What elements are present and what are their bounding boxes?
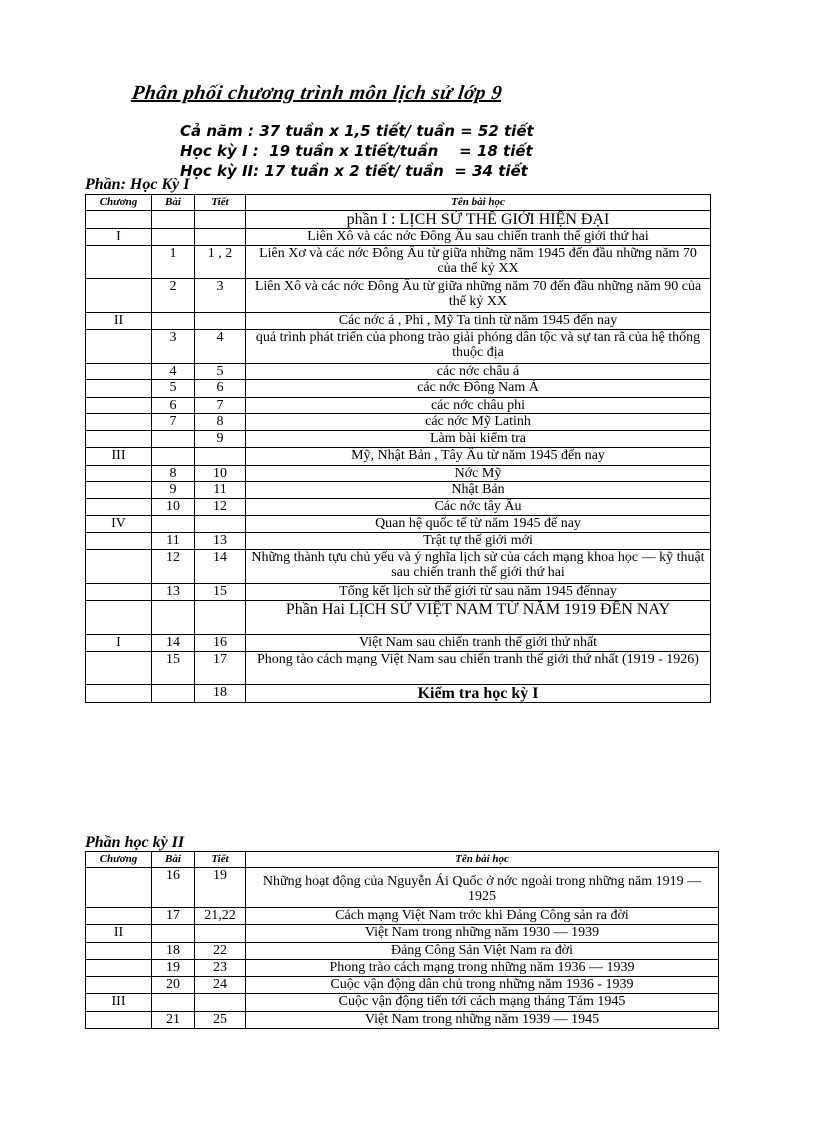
ten-bai-hoc-cell: Làm bài kiểm tra: [246, 431, 711, 448]
bai-cell: [152, 994, 195, 1012]
ten-bai-hoc-cell: các nớc Mỹ Latinh: [246, 414, 711, 431]
ten-bai-hoc-cell: Cuộc vận động tiến tới cách mạng tháng Tám 1945: [246, 994, 719, 1012]
header-ten-bai-hoc: Tên bài học: [246, 852, 719, 868]
table-row: [86, 499, 711, 516]
table-row: [86, 448, 711, 466]
tiet-cell: [195, 516, 246, 533]
chuong-cell: [86, 584, 152, 601]
tiet-cell: 23: [195, 960, 246, 977]
ten-bai-hoc-cell: Liên Xô và các nớc Đông Âu từ giữa những năm 70 đến đầu những năm 90 của thế kỷ XX: [246, 279, 711, 313]
tiet-cell: 12: [195, 499, 246, 516]
tiet-cell: 22: [195, 943, 246, 960]
bai-cell: [152, 601, 195, 635]
tiet-cell: 18: [195, 685, 246, 703]
tiet-cell: [195, 211, 246, 229]
tiet-cell: 17: [195, 652, 246, 685]
ten-bai-hoc-cell: Những hoạt động của Nguyễn Ái Quốc ở nớc ngoài trong những năm 1919 — 1925: [246, 868, 719, 908]
chuong-cell: [86, 868, 152, 908]
tiet-cell: 16: [195, 635, 246, 652]
chuong-cell: [86, 685, 152, 703]
chuong-cell: [86, 550, 152, 584]
tiet-cell: 10: [195, 466, 246, 482]
chuong-cell: [86, 330, 152, 364]
chuong-cell: [86, 601, 152, 635]
table-row: [86, 482, 711, 499]
chuong-cell: II: [86, 313, 152, 330]
bai-cell: 17: [152, 908, 195, 925]
table-row: [86, 994, 719, 1012]
summary-line-hk1: Học kỳ I : 19 tuần x 1tiết/tuần = 18 tiết: [180, 142, 533, 160]
ten-bai-hoc-cell: Trật tự thế giới mới: [246, 533, 711, 550]
bai-cell: 5: [152, 380, 195, 398]
semester-1-table: [85, 194, 711, 703]
table-row: [86, 868, 719, 908]
table-row: [86, 330, 711, 364]
bai-cell: 20: [152, 977, 195, 994]
table-row: [86, 960, 719, 977]
ten-bai-hoc-cell: các nớc châu phi: [246, 398, 711, 414]
tiet-cell: 11: [195, 482, 246, 499]
chuong-cell: [86, 943, 152, 960]
tiet-cell: [195, 601, 246, 635]
bai-cell: [152, 685, 195, 703]
bai-cell: 18: [152, 943, 195, 960]
bai-cell: 12: [152, 550, 195, 584]
table-row: [86, 246, 711, 279]
tiet-cell: 21,22: [195, 908, 246, 925]
table-row: [86, 364, 711, 380]
summary-line-year: Cả năm : 37 tuần x 1,5 tiết/ tuần = 52 tiết: [180, 122, 534, 140]
bai-cell: 2: [152, 279, 195, 313]
tiet-cell: 1 , 2: [195, 246, 246, 279]
ten-bai-hoc-cell: Cách mạng Việt Nam trớc khi Đảng Công sản ra đời: [246, 908, 719, 925]
bai-cell: 9: [152, 482, 195, 499]
chuong-cell: III: [86, 994, 152, 1012]
chuong-cell: [86, 652, 152, 685]
ten-bai-hoc-cell: Phần Hai LỊCH SỬ VIỆT NAM TỪ NĂM 1919 ĐẾN NAY: [246, 601, 711, 635]
ten-bai-hoc-cell: Việt Nam trong những năm 1939 — 1945: [246, 1012, 719, 1029]
tiet-cell: 5: [195, 364, 246, 380]
bai-cell: [152, 448, 195, 466]
table-row: [86, 466, 711, 482]
table-row: [86, 943, 719, 960]
tiet-cell: [195, 994, 246, 1012]
table-row: [86, 977, 719, 994]
bai-cell: [152, 516, 195, 533]
table-row: [86, 533, 711, 550]
semester-2-table: [85, 851, 719, 1029]
bai-cell: 7: [152, 414, 195, 431]
summary-line-hk2: Học kỳ II: 17 tuần x 2 tiết/ tuần = 34 tiết: [180, 162, 528, 180]
ten-bai-hoc-cell: Mỹ, Nhật Bản , Tây Âu từ năm 1945 đến nay: [246, 448, 711, 466]
tiet-cell: 15: [195, 584, 246, 601]
chuong-cell: [86, 364, 152, 380]
chuong-cell: [86, 398, 152, 414]
ten-bai-hoc-cell: Đảng Công Sản Việt Nam ra đời: [246, 943, 719, 960]
tiet-cell: 25: [195, 1012, 246, 1029]
table-row: [86, 516, 711, 533]
page-title: Phân phối chương trình môn lịch sử lớp 9: [130, 82, 504, 104]
bai-cell: 6: [152, 398, 195, 414]
tiet-cell: 13: [195, 533, 246, 550]
tiet-cell: [195, 925, 246, 943]
chuong-cell: [86, 482, 152, 499]
chuong-cell: [86, 211, 152, 229]
ten-bai-hoc-cell: các nớc Đông Nam Á: [246, 380, 711, 398]
ten-bai-hoc-cell: Các nớc tây Âu: [246, 499, 711, 516]
table-row: [86, 229, 711, 246]
table-row: [86, 431, 711, 448]
chuong-cell: [86, 977, 152, 994]
chuong-cell: [86, 960, 152, 977]
tiet-cell: 14: [195, 550, 246, 584]
ten-bai-hoc-cell: các nớc châu á: [246, 364, 711, 380]
bai-cell: 13: [152, 584, 195, 601]
bai-cell: [152, 313, 195, 330]
bai-cell: 8: [152, 466, 195, 482]
chuong-cell: [86, 380, 152, 398]
chuong-cell: [86, 431, 152, 448]
header-chuong: Chương: [86, 852, 152, 868]
table-row: [86, 313, 711, 330]
header-bai: Bài: [152, 195, 195, 211]
chuong-cell: [86, 414, 152, 431]
ten-bai-hoc-cell: Phong tào cách mạng Việt Nam sau chiến tranh thế giới thứ nhất (1919 - 1926): [246, 652, 711, 685]
table-row: [86, 414, 711, 431]
table-row: [86, 211, 711, 229]
chuong-cell: [86, 246, 152, 279]
ten-bai-hoc-cell: Kiểm tra học kỳ I: [246, 685, 711, 703]
bai-cell: 3: [152, 330, 195, 364]
table-row: [86, 685, 711, 703]
ten-bai-hoc-cell: Việt Nam sau chiến tranh thế giới thứ nhất: [246, 635, 711, 652]
tiet-cell: 4: [195, 330, 246, 364]
tiet-cell: 19: [195, 868, 246, 908]
ten-bai-hoc-cell: Tổng kết lịch sử thế giới từ sau năm 1945 đếnnay: [246, 584, 711, 601]
table-row: [86, 584, 711, 601]
bai-cell: 21: [152, 1012, 195, 1029]
bai-cell: [152, 431, 195, 448]
tiet-cell: 9: [195, 431, 246, 448]
chuong-cell: [86, 499, 152, 516]
semester-1-heading: Phần: Học Kỳ I: [85, 176, 190, 193]
ten-bai-hoc-cell: Quan hệ quốc tế từ năm 1945 đế nay: [246, 516, 711, 533]
bai-cell: 4: [152, 364, 195, 380]
header-bai: Bài: [152, 852, 195, 868]
chuong-cell: III: [86, 448, 152, 466]
header-tiet: Tiết: [195, 195, 246, 211]
ten-bai-hoc-cell: phần I : LỊCH SỬ THẾ GIỚI HIỆN ĐẠI: [246, 211, 711, 229]
table-row: [86, 1012, 719, 1029]
ten-bai-hoc-cell: Phong trào cách mạng trong những năm 1936 — 1939: [246, 960, 719, 977]
table-row: [86, 380, 711, 398]
chuong-cell: [86, 533, 152, 550]
table-row: [86, 635, 711, 652]
ten-bai-hoc-cell: Liên Xơ và các nớc Đông Âu từ giữa những năm 1945 đến đầu những năm 70 của thế kỷ XX: [246, 246, 711, 279]
table-row: [86, 398, 711, 414]
chuong-cell: [86, 466, 152, 482]
table-row: [86, 925, 719, 943]
tiet-cell: 8: [195, 414, 246, 431]
tiet-cell: 3: [195, 279, 246, 313]
chuong-cell: [86, 279, 152, 313]
bai-cell: 14: [152, 635, 195, 652]
table-row: [86, 550, 711, 584]
bai-cell: 11: [152, 533, 195, 550]
tiet-cell: 24: [195, 977, 246, 994]
tiet-cell: 6: [195, 380, 246, 398]
table-header-row: [86, 852, 719, 868]
chuong-cell: [86, 908, 152, 925]
bai-cell: [152, 925, 195, 943]
table-row: [86, 279, 711, 313]
header-chuong: Chương: [86, 195, 152, 211]
chuong-cell: IV: [86, 516, 152, 533]
tiet-cell: [195, 229, 246, 246]
ten-bai-hoc-cell: Nớc Mỹ: [246, 466, 711, 482]
bai-cell: 10: [152, 499, 195, 516]
tiet-cell: [195, 448, 246, 466]
chuong-cell: [86, 1012, 152, 1029]
table-row: [86, 601, 711, 635]
bai-cell: 1: [152, 246, 195, 279]
table-row: [86, 652, 711, 685]
header-tiet: Tiết: [195, 852, 246, 868]
ten-bai-hoc-cell: Những thành tựu chủ yếu và ý nghĩa lịch sử của cách mạng khoa học — kỹ thuật sau chiến tranh thế giới thứ hai: [246, 550, 711, 584]
table-header-row: [86, 195, 711, 211]
chuong-cell: I: [86, 229, 152, 246]
bai-cell: 19: [152, 960, 195, 977]
ten-bai-hoc-cell: Liên Xô và các nớc Đông Âu sau chiến tranh thế giới thứ hai: [246, 229, 711, 246]
ten-bai-hoc-cell: Việt Nam trong những năm 1930 — 1939: [246, 925, 719, 943]
ten-bai-hoc-cell: Cuộc vận động dân chủ trong những năm 1936 - 1939: [246, 977, 719, 994]
tiet-cell: 7: [195, 398, 246, 414]
ten-bai-hoc-cell: Nhật Bản: [246, 482, 711, 499]
ten-bai-hoc-cell: Các nớc á , Phi , Mỹ Ta tinh từ năm 1945 đến nay: [246, 313, 711, 330]
chuong-cell: I: [86, 635, 152, 652]
ten-bai-hoc-cell: quá trình phát triển của phong trào giải phóng dân tộc và sự tan rã của hệ thống thuộc địa: [246, 330, 711, 364]
semester-2-heading: Phần học kỳ II: [85, 834, 185, 851]
bai-cell: 16: [152, 868, 195, 908]
header-ten-bai-hoc: Tên bài học: [246, 195, 711, 211]
bai-cell: [152, 211, 195, 229]
chuong-cell: II: [86, 925, 152, 943]
bai-cell: 15: [152, 652, 195, 685]
bai-cell: [152, 229, 195, 246]
tiet-cell: [195, 313, 246, 330]
table-row: [86, 908, 719, 925]
